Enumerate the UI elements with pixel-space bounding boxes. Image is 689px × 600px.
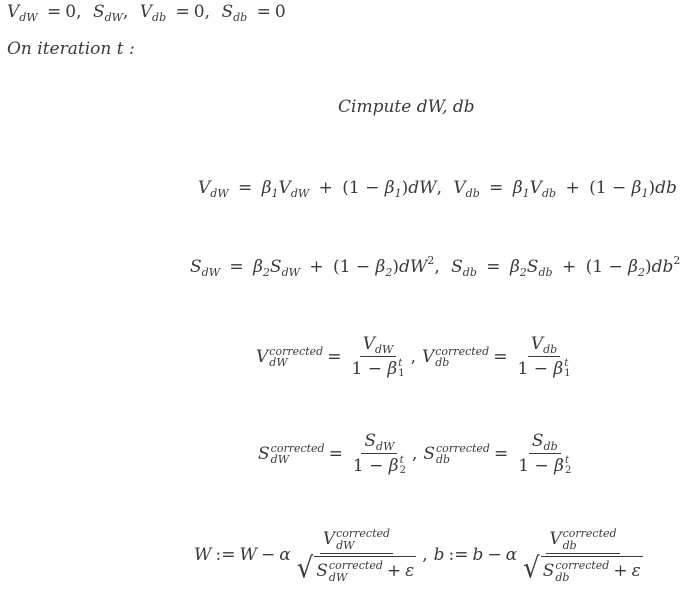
comma: ,: [122, 2, 129, 22]
s-dw-symbol: $S_{dW}$: [92, 2, 123, 24]
v-dw-symbol: $V_{dW}$: [7, 2, 38, 24]
sqrt-icon: √: [296, 552, 314, 586]
s-bias-correction-equation: S corrected dW = $S_{dW}$ 1 − β t 2 , S corrected db = $S_{db}$ 1 − β t 2: [258, 431, 572, 477]
zero-value: 0: [65, 2, 77, 22]
momentum-update-equation: $V_{dW} = \beta_1V_{dW} + (1 - \beta_1)dW$, $V_{db} = \beta_1V_{db} + (1 - \beta_1)db$: [198, 178, 677, 200]
equals-sign: =: [47, 2, 62, 22]
compute-label: Cimpute dW, db: [338, 97, 475, 117]
v-bias-correction-equation: V corrected dW = $V_{dW}$ 1 − β t 1 , V corrected db = $V_{db}$ 1 − β t 1: [256, 334, 571, 380]
sqrt-icon: √: [523, 552, 540, 586]
parameter-update-equation: W := W − α V corrected dW √ S corrected dW + ε , b := b − α V corrected db √ S corrected db + ε: [194, 527, 641, 586]
zero-value: 0: [274, 2, 286, 22]
comma: ,: [76, 2, 82, 22]
v-db-symbol: $V_{db}$: [139, 2, 167, 24]
equals-sign: =: [175, 2, 190, 22]
equals-sign: =: [256, 2, 271, 22]
s-db-symbol: $S_{db}$: [221, 2, 248, 24]
iteration-label: On iteration t :: [7, 39, 135, 59]
initialization-line: [7, 2, 286, 24]
comma: ,: [204, 2, 211, 22]
rmsprop-update-equation: $S_{dW} = \beta_2S_{dW} + (1 - \beta_2)dW^2$, $S_{db} = \beta_2S_{db} + (1 - \beta_2)db^2$: [190, 254, 681, 279]
zero-value: 0: [193, 2, 205, 22]
